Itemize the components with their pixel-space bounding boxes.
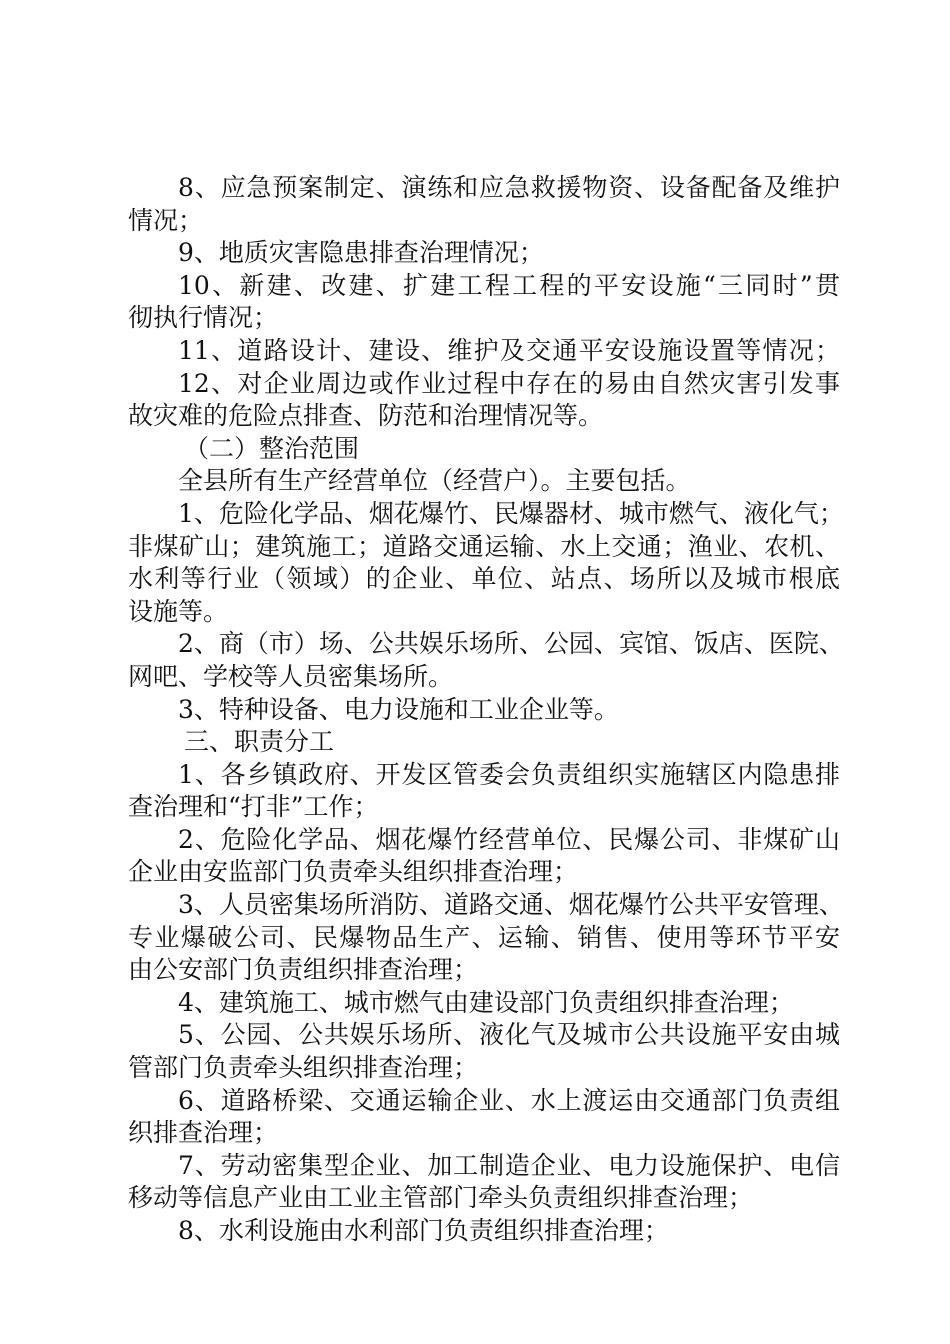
paragraph-line: 12、对企业周边或作业过程中存在的易由自然灾害引发事 bbox=[178, 368, 840, 398]
paragraph-line: 管部门负责牵头组织排查治理； bbox=[128, 1053, 479, 1083]
paragraph-line: 1、危险化学品、烟花爆竹、民爆器材、城市燃气、液化气； bbox=[178, 498, 844, 528]
paragraph-line: 非煤矿山；建筑施工；道路交通运输、水上交通；渔业、农机、 bbox=[128, 531, 840, 561]
paragraph-line: 2、危险化学品、烟花爆竹经营单位、民爆公司、非煤矿山 bbox=[178, 824, 840, 854]
paragraph-line: 移动等信息产业由工业主管部门牵头负责组织排查治理； bbox=[128, 1183, 754, 1213]
paragraph-line: 专业爆破公司、民爆物品生产、运输、销售、使用等环节平安 bbox=[128, 922, 840, 952]
paragraph-line: 3、人员密集场所消防、道路交通、烟花爆竹公共平安管理、 bbox=[178, 890, 844, 920]
paragraph-line: 彻执行情况； bbox=[128, 303, 279, 333]
paragraph-line: 9、地质灾害隐患排查治理情况； bbox=[178, 238, 544, 268]
section-heading: 三、职责分工 bbox=[184, 727, 335, 757]
paragraph-line: 7、劳动密集型企业、加工制造企业、电力设施保护、电信 bbox=[178, 1150, 840, 1180]
section-heading: （二）整治范围 bbox=[184, 433, 360, 463]
paragraph-line: 6、道路桥梁、交通运输企业、水上渡运由交通部门负责组 bbox=[178, 1085, 840, 1115]
paragraph-line: 8、水利设施由水利部门负责组织排查治理； bbox=[178, 1216, 669, 1245]
paragraph-line: 故灾难的危险点排查、防范和治理情况等。 bbox=[128, 401, 604, 431]
paragraph-line: 全县所有生产经营单位（经营户）。主要包括。 bbox=[178, 466, 691, 496]
paragraph-line: 由公安部门负责组织排查治理； bbox=[128, 955, 479, 985]
paragraph-line: 水利等行业（领域）的企业、单位、站点、场所以及城市根底 bbox=[128, 564, 840, 594]
paragraph-line: 2、商（市）场、公共娱乐场所、公园、宾馆、饭店、医院、 bbox=[178, 629, 844, 659]
paragraph-line: 10、新建、改建、扩建工程工程的平安设施“三同时”贯 bbox=[178, 270, 840, 300]
paragraph-line: 网吧、学校等人员密集场所。 bbox=[128, 661, 454, 691]
paragraph-line: 企业由安监部门负责牵头组织排查治理； bbox=[128, 857, 579, 887]
paragraph-line: 织排查治理； bbox=[128, 1118, 279, 1148]
document-page bbox=[128, 172, 844, 1248]
paragraph-line: 8、应急预案制定、演练和应急救援物资、设备配备及维护 bbox=[178, 173, 840, 202]
paragraph-line: 4、建筑施工、城市燃气由建设部门负责组织排查治理； bbox=[178, 987, 794, 1017]
paragraph-line: 查治理和“打非”工作； bbox=[128, 792, 379, 822]
paragraph-line: 设施等。 bbox=[128, 596, 229, 626]
paragraph-line: 5、公园、公共娱乐场所、液化气及城市公共设施平安由城 bbox=[178, 1020, 840, 1050]
paragraph-line: 11、道路设计、建设、维护及交通平安设施设置等情况； bbox=[178, 335, 840, 365]
paragraph-line: 3、特种设备、电力设施和工业企业等。 bbox=[178, 694, 619, 724]
paragraph-line: 情况； bbox=[128, 205, 204, 235]
paragraph-line: 1、各乡镇政府、开发区管委会负责组织实施辖区内隐患排 bbox=[178, 759, 840, 789]
